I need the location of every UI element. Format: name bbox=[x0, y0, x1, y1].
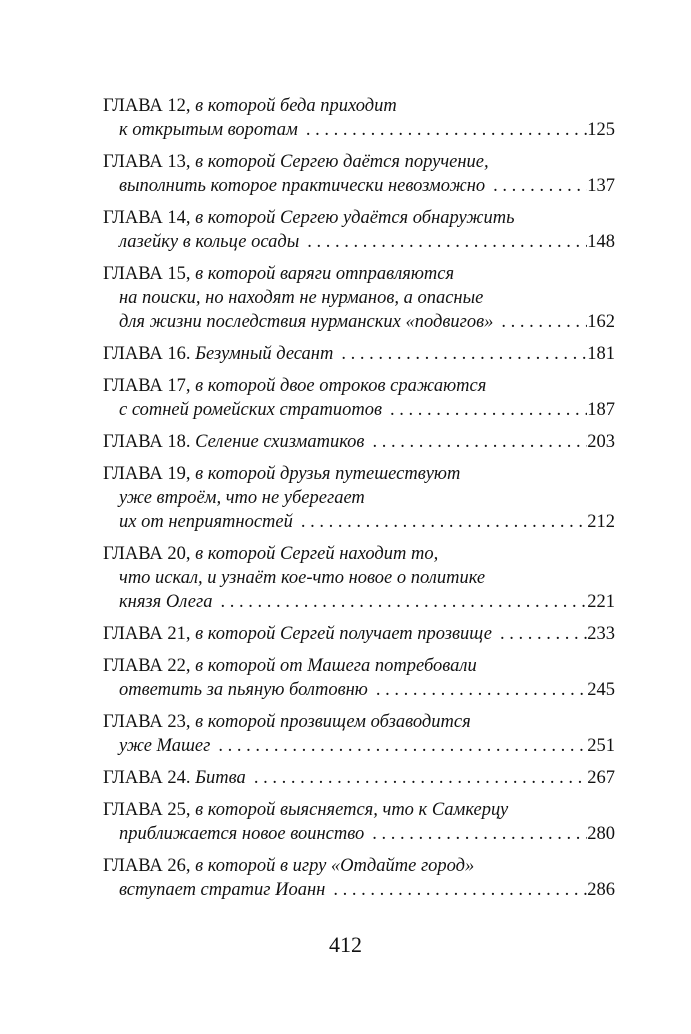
toc-entry bbox=[103, 542, 615, 614]
toc-line bbox=[103, 798, 615, 822]
chapter-page-number: 251 bbox=[587, 736, 615, 756]
toc-line bbox=[103, 150, 615, 174]
dot-leader bbox=[298, 118, 587, 142]
toc-line-text bbox=[103, 376, 486, 396]
chapter-label: ГЛАВА 14, bbox=[103, 208, 191, 228]
toc-line-text bbox=[119, 510, 293, 534]
chapter-title: в которой выясняется, что к Самкерцу bbox=[195, 800, 509, 820]
toc-line bbox=[103, 590, 615, 614]
chapter-page-number: 280 bbox=[587, 824, 615, 844]
chapter-label: ГЛАВА 21, bbox=[103, 624, 191, 644]
page-number: 412 bbox=[329, 932, 362, 957]
chapter-page-number: 137 bbox=[587, 176, 615, 196]
toc-line bbox=[103, 230, 615, 254]
toc-line-text bbox=[119, 288, 483, 308]
chapter-label: ГЛАВА 15, bbox=[103, 264, 191, 284]
toc-line bbox=[103, 398, 615, 422]
toc-line-text bbox=[103, 96, 397, 116]
toc-line bbox=[103, 510, 615, 534]
toc-entry bbox=[103, 710, 615, 758]
dot-leader bbox=[382, 398, 587, 422]
toc-line bbox=[103, 342, 615, 366]
chapter-title: вступает стратиг Иоанн bbox=[119, 880, 326, 900]
toc-line-text bbox=[103, 712, 471, 732]
toc-line-text bbox=[103, 656, 477, 676]
chapter-title: в которой Сергею удаётся обнаружить bbox=[195, 208, 515, 228]
chapter-page-number: 125 bbox=[587, 120, 615, 140]
chapter-page-number: 187 bbox=[587, 400, 615, 420]
chapter-title: в которой варяги отправляются bbox=[195, 264, 455, 284]
chapter-title: ответить за пьяную болтовню bbox=[119, 680, 368, 700]
toc-line-text bbox=[103, 208, 515, 228]
chapter-label: ГЛАВА 12, bbox=[103, 96, 191, 116]
toc-line bbox=[103, 822, 615, 846]
toc-entry bbox=[103, 766, 615, 790]
dot-leader bbox=[368, 678, 587, 702]
chapter-page-number: 233 bbox=[587, 624, 615, 644]
chapter-title: в которой двое отроков сражаются bbox=[195, 376, 487, 396]
toc-line bbox=[103, 430, 615, 454]
chapter-title: в которой в игру «Отдайте город» bbox=[195, 856, 475, 876]
toc-entry bbox=[103, 206, 615, 254]
toc-line bbox=[103, 766, 615, 790]
toc-line bbox=[103, 854, 615, 878]
toc-entry bbox=[103, 622, 615, 646]
chapter-title: приближается новое воинство bbox=[119, 824, 365, 844]
chapter-title: с сотней ромейских стратиотов bbox=[119, 400, 383, 420]
toc-line-text bbox=[103, 152, 489, 172]
toc-entry bbox=[103, 854, 615, 902]
toc-line bbox=[103, 206, 615, 230]
toc-line bbox=[103, 622, 615, 646]
toc-line bbox=[103, 566, 615, 590]
chapter-title: в которой прозвищем обзаводится bbox=[195, 712, 471, 732]
toc-entry bbox=[103, 342, 615, 366]
chapter-title: в которой друзья путешествуют bbox=[195, 464, 461, 484]
chapter-title: в которой беда приходит bbox=[195, 96, 397, 116]
dot-leader bbox=[364, 822, 587, 846]
chapter-label: ГЛАВА 20, bbox=[103, 544, 191, 564]
dot-leader bbox=[493, 310, 587, 334]
chapter-label: ГЛАВА 26, bbox=[103, 856, 191, 876]
chapter-title: в которой Сергей находит то, bbox=[195, 544, 439, 564]
chapter-page-number: 212 bbox=[587, 512, 615, 532]
toc-line-text bbox=[119, 118, 298, 142]
toc-line-text bbox=[103, 800, 508, 820]
toc-line bbox=[103, 94, 615, 118]
toc-line bbox=[103, 310, 615, 334]
toc-line bbox=[103, 174, 615, 198]
chapter-title: князя Олега bbox=[119, 592, 213, 612]
toc-line-text bbox=[103, 430, 364, 454]
table-of-contents bbox=[103, 94, 615, 910]
chapter-title: выполнить которое практически невозможно bbox=[119, 176, 486, 196]
chapter-title: уже втроём, что не уберегает bbox=[119, 488, 365, 508]
toc-line bbox=[103, 678, 615, 702]
dot-leader bbox=[293, 510, 587, 534]
toc-entry bbox=[103, 374, 615, 422]
chapter-label: ГЛАВА 18. bbox=[103, 432, 191, 452]
toc-line-text bbox=[103, 544, 438, 564]
chapter-title: на поиски, но находят не нурманов, а опасные bbox=[119, 288, 484, 308]
toc-line-text bbox=[119, 568, 485, 588]
toc-line-text bbox=[103, 464, 460, 484]
dot-leader bbox=[364, 430, 587, 454]
toc-line bbox=[103, 462, 615, 486]
toc-line-text bbox=[119, 310, 493, 334]
chapter-label: ГЛАВА 23, bbox=[103, 712, 191, 732]
chapter-title: к открытым воротам bbox=[119, 120, 298, 140]
toc-entry bbox=[103, 798, 615, 846]
chapter-title: Селение схизматиков bbox=[195, 432, 365, 452]
toc-line-text bbox=[119, 398, 382, 422]
dot-leader bbox=[212, 590, 587, 614]
chapter-title: в которой Сергей получает прозвище bbox=[195, 624, 492, 644]
toc-line-text bbox=[119, 734, 210, 758]
toc-line bbox=[103, 654, 615, 678]
toc-line-text bbox=[103, 766, 246, 790]
chapter-title: в которой Сергею даётся поручение, bbox=[195, 152, 489, 172]
chapter-page-number: 267 bbox=[587, 768, 615, 788]
toc-entry bbox=[103, 150, 615, 198]
chapter-title: уже Машег bbox=[119, 736, 211, 756]
toc-entry bbox=[103, 94, 615, 142]
chapter-label: ГЛАВА 16. bbox=[103, 344, 191, 364]
chapter-title: лазейку в кольце осады bbox=[119, 232, 300, 252]
toc-line bbox=[103, 486, 615, 510]
chapter-label: ГЛАВА 13, bbox=[103, 152, 191, 172]
chapter-page-number: 148 bbox=[587, 232, 615, 252]
toc-line-text bbox=[119, 678, 368, 702]
toc-line-text bbox=[119, 822, 364, 846]
toc-line-text bbox=[119, 878, 325, 902]
chapter-title: Безумный десант bbox=[195, 344, 334, 364]
toc-line bbox=[103, 734, 615, 758]
chapter-title: что искал, и узнаёт кое-что новое о политике bbox=[119, 568, 486, 588]
dot-leader bbox=[492, 622, 587, 646]
toc-line bbox=[103, 374, 615, 398]
chapter-page-number: 162 bbox=[587, 312, 615, 332]
toc-line-text bbox=[119, 174, 485, 198]
chapter-label: ГЛАВА 25, bbox=[103, 800, 191, 820]
toc-line bbox=[103, 262, 615, 286]
toc-line bbox=[103, 542, 615, 566]
toc-entry bbox=[103, 430, 615, 454]
chapter-page-number: 221 bbox=[587, 592, 615, 612]
toc-line-text bbox=[103, 622, 492, 646]
chapter-label: ГЛАВА 24. bbox=[103, 768, 191, 788]
dot-leader bbox=[299, 230, 587, 254]
chapter-title: их от неприятностей bbox=[119, 512, 293, 532]
chapter-label: ГЛАВА 19, bbox=[103, 464, 191, 484]
toc-entry bbox=[103, 654, 615, 702]
toc-line bbox=[103, 710, 615, 734]
dot-leader bbox=[325, 878, 587, 902]
chapter-page-number: 203 bbox=[587, 432, 615, 452]
toc-line-text bbox=[119, 230, 299, 254]
chapter-label: ГЛАВА 22, bbox=[103, 656, 191, 676]
toc-line bbox=[103, 118, 615, 142]
chapter-page-number: 181 bbox=[587, 344, 615, 364]
dot-leader bbox=[485, 174, 587, 198]
toc-line bbox=[103, 286, 615, 310]
toc-entry bbox=[103, 262, 615, 334]
dot-leader bbox=[246, 766, 587, 790]
dot-leader bbox=[333, 342, 587, 366]
chapter-page-number: 286 bbox=[587, 880, 615, 900]
toc-line-text bbox=[119, 590, 212, 614]
chapter-title: для жизни последствия нурманских «подвигов» bbox=[119, 312, 494, 332]
chapter-label: ГЛАВА 17, bbox=[103, 376, 191, 396]
dot-leader bbox=[210, 734, 587, 758]
toc-line-text bbox=[103, 856, 474, 876]
toc-line-text bbox=[103, 342, 333, 366]
toc-entry bbox=[103, 462, 615, 534]
chapter-page-number: 245 bbox=[587, 680, 615, 700]
toc-line bbox=[103, 878, 615, 902]
toc-line-text bbox=[119, 488, 365, 508]
chapter-title: Битва bbox=[195, 768, 246, 788]
toc-line-text bbox=[103, 264, 454, 284]
chapter-title: в которой от Машега потребовали bbox=[195, 656, 477, 676]
